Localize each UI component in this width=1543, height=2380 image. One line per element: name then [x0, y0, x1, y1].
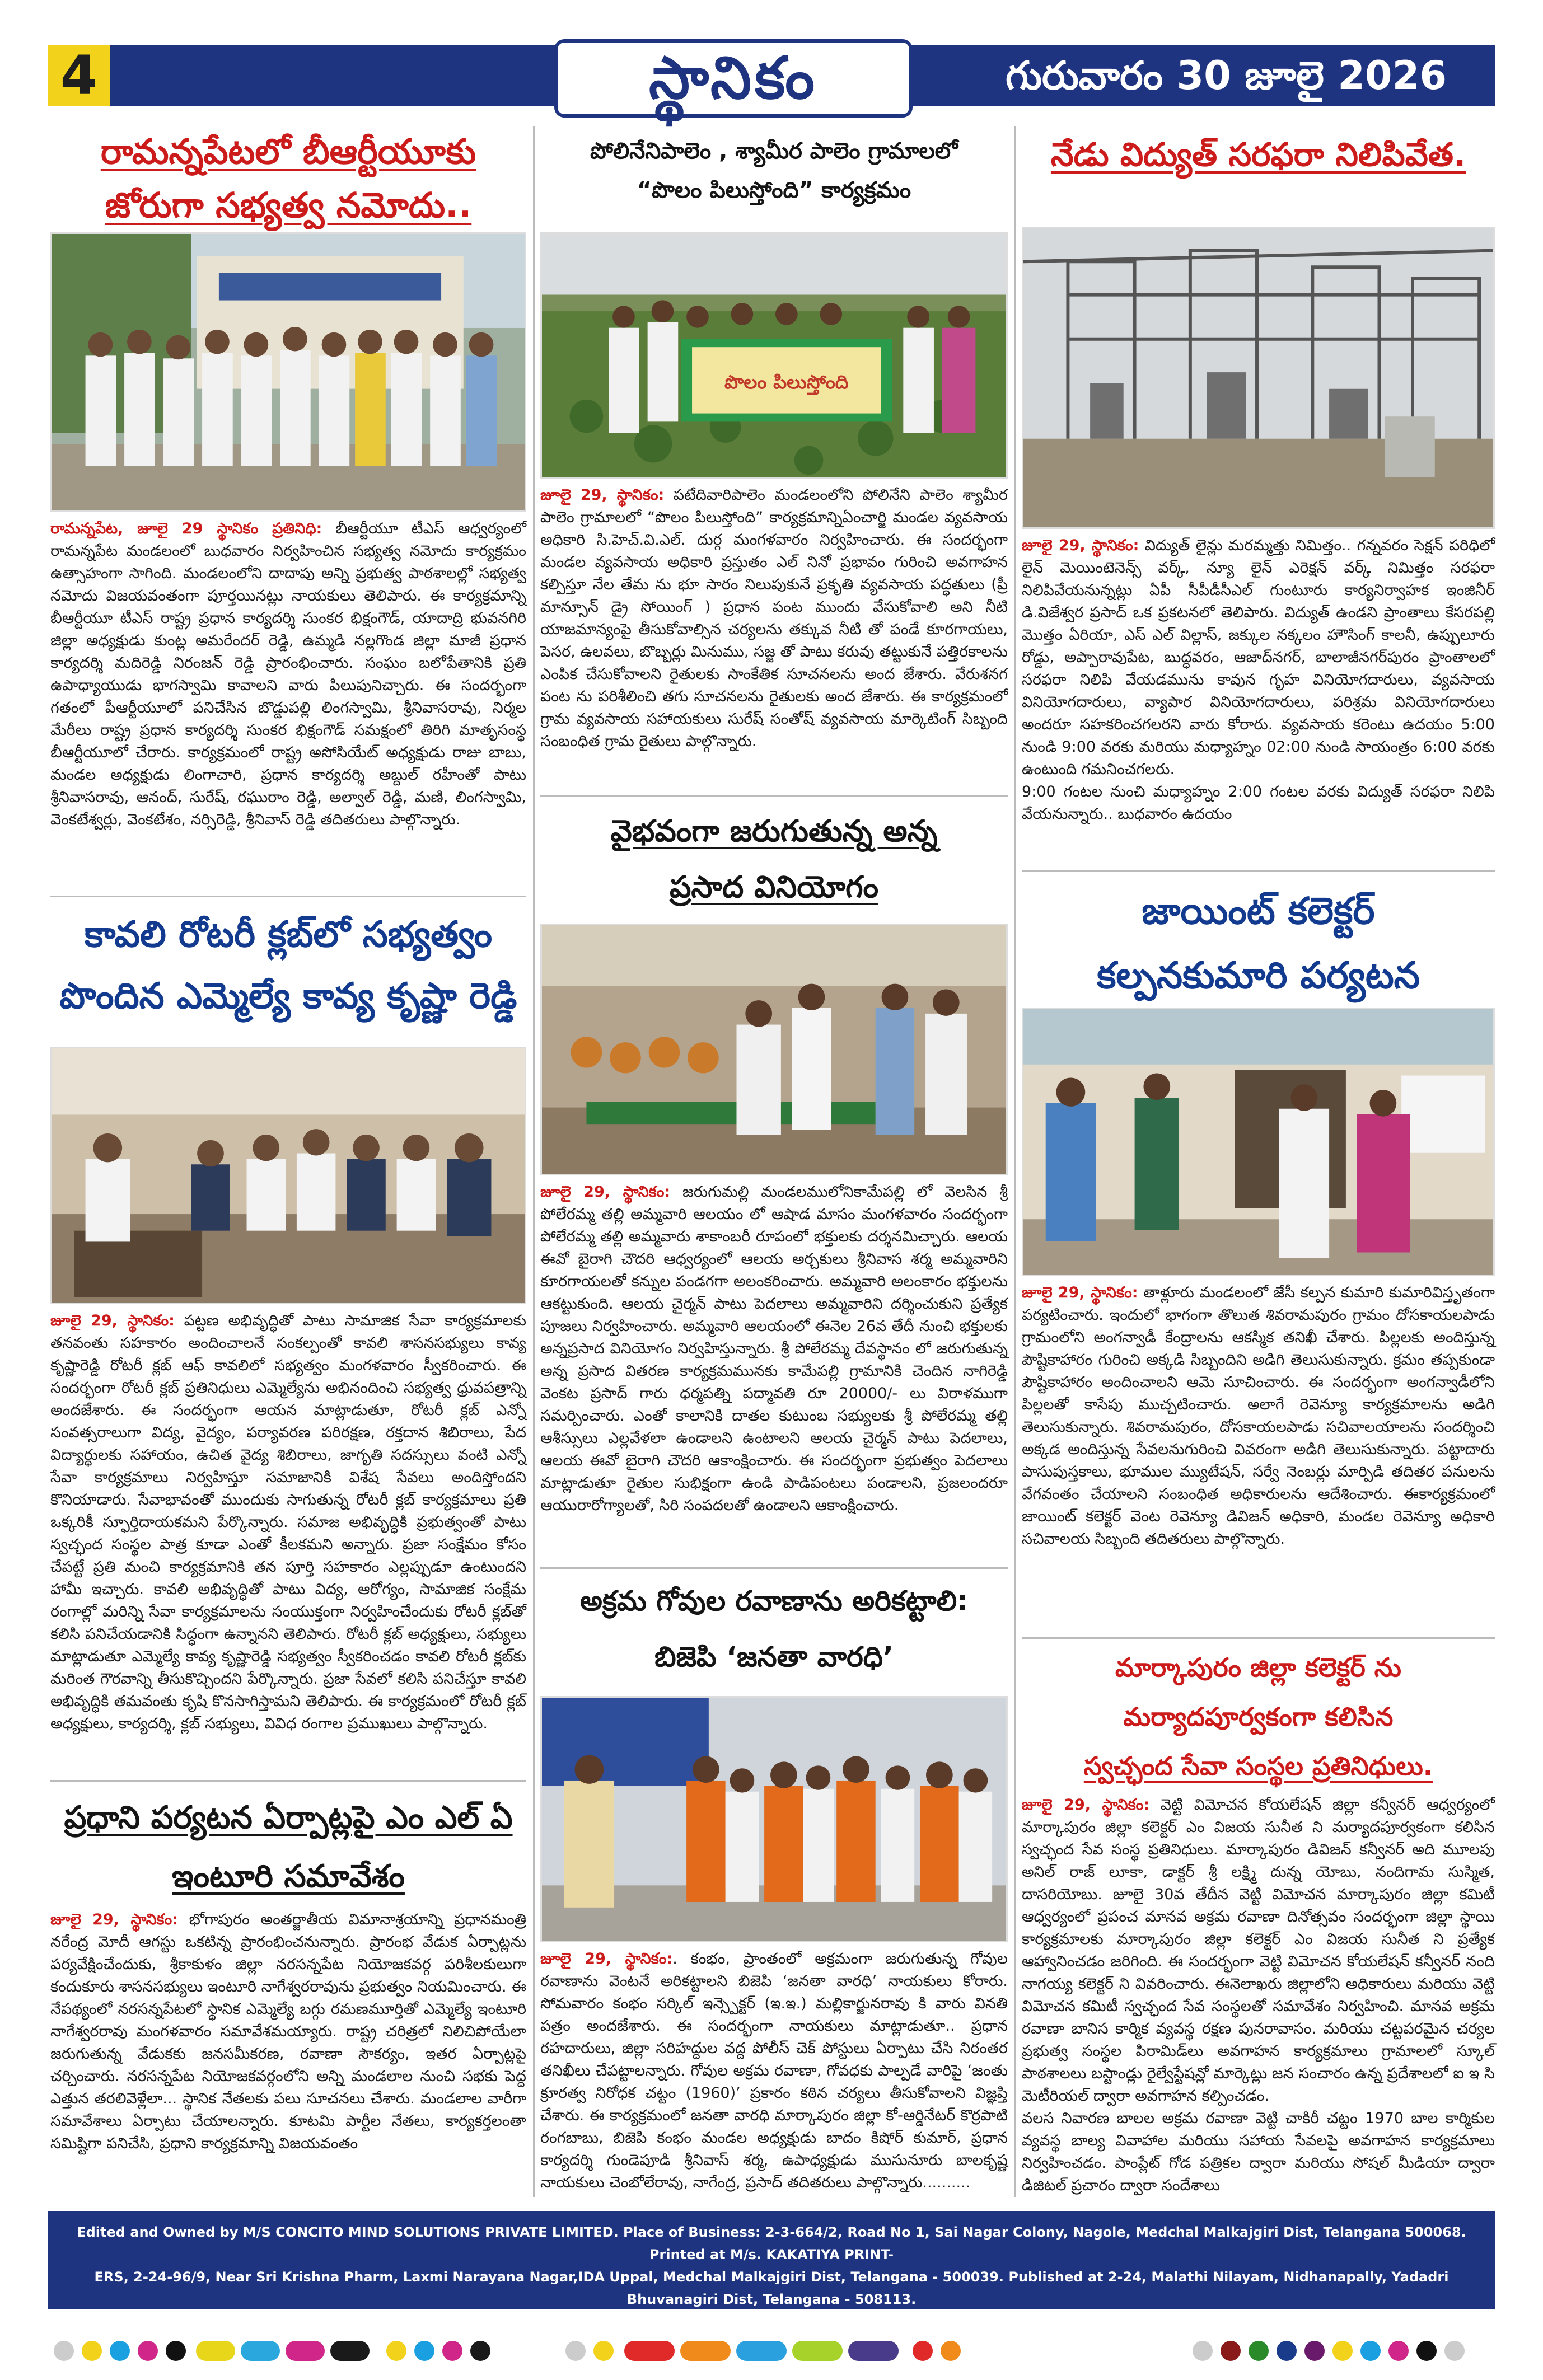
headline-col2-story1: [540, 132, 1008, 210]
dateline: జూలై 29, స్థానికం:: [1022, 1284, 1138, 1301]
article-text: విద్యుత్ లైన్లు మరమ్మత్తు నిమిత్తం.. గన్నవరం సెక్షన్ పరిధిలో లైన్ మెయింటెనెన్స్ వర్క్, న్యూ లైన్ ఎరెక్షన్ వర్క్ నిమిత్తం సరఫరా నిలిపివేయనున్నట్లు ఏపీ సీపీడీసీఎల్ గుంటూరు కార్యనిర్వాహక ఇంజినీర్ డి.విజేశ్వర ప్రసాద్ ఒక ప్రకటనలో తెలిపారు. విద్యుత్ ఉండని ప్రాంతాలు కేసరపల్లి మొత్తం ఏరియా, ఎస్ ఎల్ విల్లాస్, జక్కుల నక్కలం హౌసింగ్ కాలనీ, ఉప్పులూరు రోడ్డు, అప్పారావుపేట, బుద్ధవరం, ఆజాద్‌నగర్, బాలాజీనగర్‌పురం ప్రాంతాలలో సరఫరా నిలిపి వేయడమును కావున గృహ వినియోగదారులు, వ్యవసాయ వినియోగదారులు, వ్యాపార వినియోగదారులు, పరిశ్రమ వినియోగదారులు అందరూ సహకరించగలరని వారు కోరారు. వ్యవసాయ కరెంటు ఉదయం 5:00 నుండి 9:00 వరకు మరియు మధ్యాహ్నం 02:00 నుండి సాయంత్రం 6:00 వరకు ఉంటుంది గమనించగలరు.: [1022, 537, 1495, 778]
headline-col2-story2: [540, 803, 1008, 915]
article-text: పట్టణ అభివృద్ధితో పాటు సామాజిక సేవా కార్యక్రమాలకు తనవంతు సహకారం అందించాలనే సంకల్పంతో కావలి శాసనసభ్యులు కావ్య కృష్ణారెడ్డి రోటరీ క్లబ్ ఆఫ్ కావలిలో సభ్యత్వం మంగళవారం స్వీకరించారు. ఈ సందర్భంగా రోటరీ క్లబ్ ప్రతినిధులు ఎమ్మెల్యేను అభినందించి సభ్యత్వ ధ్రువపత్రాన్ని అందజేశారు. ఈ సందర్భంగా ఆయన మాట్లాడుతూ, రోటరీ క్లబ్ ఎన్నో సంవత్సరాలుగా విద్య, వైద్యం, పర్యావరణ పరిరక్షణ, రక్తదాన శిబిరాలు, పేద విద్యార్థులకు సహాయం, ఉచిత వైద్య శిబిరాలు, జాగృతి సదస్సులు వంటి ఎన్నో సేవా కార్యక్రమాలు నిర్వహిస్తూ సమాజానికి విశేష సేవలు అందిస్తోందని కొనియాడారు. సేవాభావంతో ముందుకు సాగుతున్న రోటరీ క్లబ్ కార్యక్రమాలు ప్రతి ఒక్కరికీ స్ఫూర్తిదాయకమని పేర్కొన్నారు. సమాజ అభివృద్ధికి ప్రభుత్వంతో పాటు స్వచ్ఛంద సంస్థల పాత్ర కూడా ఎంతో కీలకమని అన్నారు. ప్రజా సంక్షేమం కోసం చేపట్టే ప్రతి మంచి కార్యక్రమానికి తన పూర్తి సహకారం ఎల్లప్పుడూ ఉంటుందని హామీ ఇచ్చారు. కావలి అభివృద్ధితో పాటు విద్య, ఆరోగ్యం, సామాజిక సంక్షేమ రంగాల్లో మరిన్ని సేవా కార్యక్రమాలను సంయుక్తంగా నిర్వహించేందుకు రోటరీ క్లబ్‌తో కలిసి పనిచేయడానికి సిద్ధంగా ఉన్నానని తెలిపారు. రోటరీ క్లబ్ అధ్యక్షులు, సభ్యులు మాట్లాడుతూ ఎమ్మెల్యే కావ్య కృష్ణారెడ్డి సభ్యత్వం స్వీకరించడం కావలి రోటరీ క్లబ్‌కు మరింత గౌరవాన్ని తీసుకొచ్చిందని పేర్కొన్నారు. ప్రజా సేవలో కలిసి పనిచేస్తూ కావలి అభివృద్ధికి తమవంతు కృషి కొనసాగిస్తామని తెలిపారు. ఈ కార్యక్రమంలో రోటరీ క్లబ్ అధ్యక్షులు, కార్యదర్శి, క్లబ్ సభ్యులు, వివిధ రంగాల ప్రముఖులు పాల్గొన్నారు.: [50, 1312, 526, 1732]
article-text: . కంభం, ప్రాంతంలో అక్రమంగా జరుగుతున్న గోవుల రవాణాను వెంటనే అరికట్టాలని బిజెపి ‘జనతా వారధి’ నాయకులు కోరారు. సోమవారం కంభం సర్కిల్ ఇన్స్పెక్టర్ (ఇ.ఇ.) మల్లికార్జునరావు కి వారు వినతి పత్రం అందజేశారు. ఈ సందర్భంగా నాయకులు మాట్లాడుతూ.. ప్రధాన రహదారులు, జిల్లా సరిహద్దుల వద్ద పోలీస్ చెక్ పోస్టులు ఏర్పాటు చేసి నిరంతర తనిఖీలు చేపట్టాలన్నారు. గోవుల అక్రమ రవాణా, గోవధకు పాల్పడే వారిపై ‘జంతు క్రూరత్వ నిరోధక చట్టం (1960)’ ప్రకారం కఠిన చర్యలు తీసుకోవాలని విజ్ఞప్తి చేశారు. ఈ కార్యక్రమంలో జనతా వారధి మార్కాపురం జిల్లా కో-ఆర్డినేటర్ కొర్రపాటి రంగబాబు, బిజెపి కంభం మండల అధ్యక్షుడు బాదం కిషోర్ కుమార్, ప్రధాన కార్యదర్శి గుండెపూడి శ్రీనివాస్ శర్మ, ఉపాధ్యక్షుడు ముసునూరు బాలకృష్ణ నాయకులు చెంబోలేరావు, నాగేంద్ర, ప్రసాద్ తదితరులు పాల్గొన్నారు..........: [540, 1950, 1008, 2191]
imprint-line: Edited and Owned by M/S CONCITO MIND SOLUTIONS PRIVATE LIMITED. Place of Business: 2-3-664/2, Road No 1, Sai Nagar Colony, Nagole, Medchal Malkajgiri Dist, Telangana 500068. Printed at M/s. KAKATIYA PRINT-: [77, 2224, 1466, 2262]
article-body-col1-story3: [50, 1909, 526, 2155]
dateline: జూలై 29, స్థానికం:: [1022, 1796, 1150, 1814]
headline-col3-story3: [1022, 1643, 1495, 1791]
headline-line: పొందిన ఎమ్మెల్యే కావ్య కృష్ణా రెడ్డి: [59, 976, 517, 1017]
photo-brtu-membership: [50, 232, 526, 512]
article-text: వలస నివారణ బాలల అక్రమ రవాణా వెట్టి చాకిరీ చట్టం 1970 బాల కార్మికుల వ్యవస్థ బాల్య వివాహాల మరియు సహాయ సేవలపై అవగాహన కార్యక్రమాలు నిర్వహించడం. పాంప్లేట్ గోడ పత్రికల ద్వారా మరియు సోషల్ మీడియా ద్వారా డిజిటల్ ప్రచారం ద్వారా సందేశాలు: [1022, 2110, 1495, 2194]
dateline: జూలై 29, స్థానికం:: [1022, 537, 1139, 554]
article-body-col2-story3: [540, 1948, 1008, 2194]
article-body-col1-story2: [50, 1310, 526, 1735]
headline-line: కల్పనకుమారి పర్యటన: [1096, 954, 1420, 997]
photo-banner-text: పొలం పిలుస్తోంది: [724, 371, 849, 393]
article-text: భోగాపురం అంతర్జాతీయ విమానాశ్రయాన్ని ప్రధానమంత్రి నరేంద్ర మోదీ ఆగస్టు ఒకటిన్న ప్రారంభించనున్నారు. ప్రారంభ వేడుక ఏర్పాట్లను పర్యవేక్షించేందుకు, శ్రీకాకుళం జిల్లా నరసన్నపేట నియోజకవర్గ పరిశీలకులుగా కందుకూరు శాసనసభ్యులు ఇంటూరి నాగేశ్వరరావును ప్రభుత్వం నియమించారు. ఈ నేపథ్యంలో నరసన్నపేటలో స్థానిక ఎమ్మెల్యే బగ్గు రమణమూర్తితో ఎమ్మెల్యే ఇంటూరి నాగేశ్వరరావు మంగళవారం సమావేశమయ్యారు. రాష్ట్ర చరిత్రలో నిలిచిపోయేలా జరుగుతున్న వేడుకకు జనసమీకరణ, రవాణా సౌకర్యం, ఇతర ఏర్పాట్లపై చర్చించారు. నరసన్నపేట నియోజకవర్గంలోని అన్ని మండలాల నుంచి సభకు పెద్ద ఎత్తున తరలివెళ్లేలా... స్థానిక నేతలకు పలు సూచనలు చేశారు. మండలాల వారీగా సమావేశాలు ఏర్పాటు చేయాలన్నారు. కూటమి పార్టీల నేతలు, కార్యకర్తలంతా సమిష్టిగా పనిచేసి, ప్రధాని కార్యక్రమాన్ని విజయవంతం: [50, 1911, 527, 2152]
headline-line: స్వచ్ఛంద సేవా సంస్థల ప్రతినిధులు.: [1083, 1751, 1433, 1781]
headline-line: అక్రమ గోవుల రవాణాను అరికట్టాలి:: [579, 1585, 969, 1617]
headline-line: మార్కాపురం జిల్లా కలెక్టర్ ను: [1115, 1652, 1401, 1683]
section-divider: [1022, 1637, 1495, 1639]
headline-col1-story2: [50, 904, 526, 1027]
dateline: రామన్నపేట, జూలై 29 స్థానికం ప్రతినిధి:: [50, 520, 322, 537]
headline-col3-story2: [1022, 879, 1495, 1008]
article-text: వెట్టి విమోచన కోయలేషన్ జిల్లా కన్వీనర్ ఆధ్వర్యంలో మార్కాపురం జిల్లా కలెక్టర్ ఎం విజయ సునీత ని మర్యాదపూర్వకంగా కలిసిన స్వచ్ఛంద సేవ సంస్థ ప్రతినిధులు. మార్కాపురం డివిజన్ కన్వీనర్ అది మూలపు అనిల్ రాజ్ లూకా, డాక్టర్ శ్రీ లక్ష్మి దున్న యోబు, నందిగామ సుస్మిత, దాసరియోబు. జూలై 30వ తేదీన వెట్టి విమోచన మార్కాపురం జిల్లా కమిటీ ఆధ్వర్యంలో ప్రపంచ మానవ అక్రమ రవాణా దినోత్సవం సందర్భంగా జిల్లా స్థాయి కార్యక్రమాలకు మార్కాపురం జిల్లా కలెక్టర్ ఎం విజయ సునీత ని ప్రత్యేక ఆహ్వానించడం జరిగింది. ఈ సందర్భంగా వెట్టి విమోచన కోయలేషన్ కన్వీనర్ నంది నాగయ్య కలెక్టర్ ని వివరించారు. ఈనెలాఖరు జిల్లాలోని అధికారులు మరియు వెట్టి విమోచన కమిటీ స్వచ్ఛంద సేవ సంస్థలతో సమావేశం నిర్వహించి. మానవ అక్రమ రవాణా బానిస కార్మిక వ్యవస్థ రక్షణ పునరావాసం. మరియు చట్టపరమైన చర్యల ప్రభుత్వ సంస్థల పిరామిడ్‌లు అవగాహన కార్యక్రమాలు గ్రామాలలో స్కూల్ పాఠశాలలు బస్టాండ్లు రైల్వేస్టేషన్లో మార్కెట్లు జన సంచారం ఉన్న ప్రదేశాలలో ఐ ఇ సి మెటీరియల్ ద్వారా అవగాహన కల్పించడం.: [1022, 1796, 1495, 2105]
column-divider: [533, 126, 535, 2197]
article-body-col3-story2: [1022, 1282, 1495, 1550]
section-divider: [540, 795, 1008, 797]
headline-col3-story1: నేడు విద్యుత్ సరఫరా నిలిపివేత.: [1050, 135, 1466, 174]
headline-line: మర్యాదపూర్వకంగా కలిసిన: [1123, 1702, 1394, 1732]
photo-joint-collector: [1022, 1008, 1495, 1276]
headline-line: జోరుగా సభ్యత్వ నమోదు..: [105, 184, 472, 226]
dateline: జూలై 29, స్థానికం:: [50, 1911, 178, 1928]
photo-rotary-club: [50, 1047, 526, 1304]
dateline: జూలై 29, స్థానికం:: [50, 1312, 175, 1329]
headline-line: పోలినేనిపాలెం , శ్యామీర పాలెం గ్రామాలలో: [590, 138, 958, 164]
imprint-footer: [48, 2211, 1495, 2330]
headline-line: కావలి రోటరీ క్లబ్‌లో సభ్యత్వం: [84, 914, 493, 955]
photo-power-substation: [1022, 227, 1495, 529]
section-divider: [50, 896, 526, 897]
article-body-col3-story3: [1022, 1794, 1495, 2197]
newspaper-logo: స్థానికం: [554, 39, 913, 118]
headline-line: ప్రధాని పర్యటన ఏర్పాట్లపై ఎం ఎల్ ఏ: [64, 1800, 513, 1836]
photo-polam-pilustondi: [540, 232, 1008, 479]
article-text: బీఆర్టీయూ టీఎస్ ఆధ్వర్యంలో రామన్నపేట మండలంలో బుధవారం నిర్వహించిన సభ్యత్వ నమోదు కార్యక్రమం ఉత్సాహంగా సాగింది. మండలంలోని దాదాపు అన్ని ప్రభుత్వ పాఠశాలల్లో సభ్యత్వ నమోదు విజయవంతంగా పూర్తయినట్లు నాయకులు తెలిపారు. ఈ కార్యక్రమాన్ని బీఆర్టీయూ టీఎస్ రాష్ట్ర ప్రధాన కార్యదర్శి సుంకర భిక్షంగౌడ్, యాదాద్రి భువనగిరి జిల్లా అధ్యక్షుడు కుంట్ల అమరేందర్ రెడ్డి, ఉమ్మడి నల్లగొండ జిల్లా మాజీ ప్రధాన కార్యదర్శి మదిరెడ్డి నిరంజన్ రెడ్డి ప్రారంభించారు. సంఘం బలోపేతానికి ప్రతి ఉపాధ్యాయుడు భాగస్వామి కావాలని వారు పిలుపునిచ్చారు. ఈ సందర్భంగా గతంలో పీఆర్టీయూలో పనిచేసిన బొడ్డుపల్లి లింగస్వామి, శ్రీనివాసరావు, నిర్మల మేరీలు రాష్ట్ర ప్రధాన కార్యదర్శి సుంకర భిక్షంగౌడ్ సమక్షంలో తిరిగి మాతృసంస్థ బీఆర్టీయూలో చేరారు. కార్యక్రమంలో రాష్ట్ర అసోసియేట్ అధ్యక్షుడు రాజు బాబు, మండల అధ్యక్షుడు లింగాచారి, ప్రధాన కార్యదర్శి అబ్దుల్ రహీంతో పాటు శ్రీనివాసరావు, ఆనంద్, సురేష్, రఘురాం రెడ్డి, అల్వాల్ రెడ్డి, మణి, లింగస్వామి, వెంకటేశ్వర్లు, వెంకటేశం, నర్సిరెడ్డి, శ్రీనివాస్ రెడ్డి తదితరులు పాల్గొన్నారు.: [50, 520, 526, 828]
headline-col1-story1: [50, 130, 526, 227]
column-divider: [1014, 126, 1016, 2197]
article-body-col3-story1: [1022, 535, 1495, 826]
photo-janatha-varadhi: [540, 1696, 1008, 1942]
imprint-line: ERS, 2-24-96/9, Near Sri Krishna Pharm, Laxmi Narayana Nagar,IDA Uppal, Medchal Malkajgiri Dist, Telangana - 500039. Published at 2-24, Malathi Nilayam, Nidhanapally, Yadadri Bhuvanagiri Dist, Telangana - 508113.: [94, 2269, 1449, 2307]
headline-col2-story3: [540, 1573, 1008, 1685]
article-body-col2-story1: [540, 484, 1008, 753]
dateline: జూలై 29, స్థానికం:: [540, 1183, 671, 1201]
section-divider: [50, 1780, 526, 1782]
article-body-col2-story2: [540, 1181, 1008, 1517]
headline-col1-story3: [50, 1788, 526, 1906]
article-text: పటేదివారిపాలెం మండలంలోని పోలినేని పాలెం శ్యామీర పాలెం గ్రామాలలో “పొలం పిలుస్తోంది” కార్యక్రమాన్నిఏంచార్జి మండల వ్యవసాయ అధికారి సి.హెచ్.వి.ఎల్. దుర్గ మంగళవారం నిర్వహించారు. ఈ సందర్భంగా మండల వ్యవసాయ అధికారి ప్రస్తుతం ఎల్ నినో ప్రభావం గురించి అవగాహన కల్పిస్తూ నేల తేమ ను భూ సారం నిలుపుకునే ప్రకృతి వ్యవసాయ పద్ధతులు (ప్రీ మాన్సూన్ డ్రై సోయింగ్ ) ప్రధాన పంట ముందు వేసుకోవాలి అని నీటి యాజమాన్యంపై తీసుకోవాల్సిన చర్యలను తక్కువ నీటి తో పండే కూరగాయలు, పెసర, ఉలవలు, బొబ్బర్లు మినుము, సజ్జ తో పాటు కరువు తట్టుకునే పత్తిరకాలను ఎంపిక చేసుకోవాలని రైతులకు సాంకేతిక సూచనలను అంద జేశారు. వేరుశనగ పంట ను పరిశీలించి తగు సూచనలను రైతులకు అంద జేశారు. ఈ కార్యక్రమంలో గ్రామ వ్యవసాయ సహాయకులు సురేష్ సంతోష్ వ్యవసాయ మార్కెటింగ్ సిబ్బంది సంబంధిత గ్రామ రైతులు పాల్గొన్నారు.: [540, 486, 1008, 750]
photo-anna-prasadam: [540, 924, 1008, 1175]
headline-line: రామన్నపేటలో బీఆర్టీయూకు: [100, 131, 476, 172]
article-body-col1-story1: [50, 518, 526, 831]
section-divider: [540, 1567, 1008, 1569]
dateline: జూలై 29, స్థానికం:: [540, 1950, 673, 1967]
headline-line: బిజెపి ‘జనతా వారధి’: [654, 1641, 894, 1673]
issue-date: గురువారం 30 జూలై 2026: [1005, 53, 1447, 99]
section-divider: [1022, 870, 1495, 872]
page-number: 4: [48, 45, 110, 106]
headline-line: ప్రసాద వినియోగం: [670, 869, 878, 905]
article-text: జరుగుమల్లి మండలములోనికామేపల్లి లో వెలసిన శ్రీ పోలేరమ్మ తల్లి అమ్మవారి ఆలయం లో ఆషాడ మాసం మంగళవారం సందర్భంగా పోలేరమ్మ తల్లి అమ్మవారు శాకాంబరీ రూపంలో భక్తులకు దర్శనమిచ్చారు. ఆలయ ఈవో బైరాగి చౌదరి ఆధ్వర్యంలో ఆలయ అర్చకులు శ్రీనివాస శర్మ అమ్మవారిని కూరగాయలతో కన్నుల పండగగా అలంకరించారు. అమ్మవారి అలంకారం భక్తులను ఆకట్టుకుంది. ఆలయ చైర్మన్ పాటు పెదలాలు అమ్మవారిని దర్శించుకుని ప్రత్యేక పూజలు నిర్వహించారు. అమ్మవారి ఆలయంలో ఈనెల 26వ తేదీ నుంచి భక్తులకు అన్నప్రసాద వినియోగం నిర్వహిస్తున్నారు. శ్రీ పోలేరమ్మ దేవస్థానం లో జరుగుతున్న అన్న ప్రసాద వితరణ కార్యక్రమమునకు కామేపల్లి గ్రామానికి చెందిన నాగిరెడ్డి వెంకట ప్రసాద్ గారు ధర్మపత్ని పద్మావతి రూ 20000/- లు విరాళముగా సమర్పించారు. ఎంతో కాలానికి దాతల కుటుంబ సభ్యులకు శ్రీ పోలేరమ్మ తల్లి ఆశీస్సులు ఎల్లవేళలా ఉండాలని ఉంటాలని ఆలయ చైర్మన్ పాటు పెదలాలు, ఆలయ ఈవో బైరాగి చౌదరి ఆకాంక్షించారు. ఈ సందర్భంగా ప్రభుత్వం పెదలాలు మాట్లాడుతూ రైతుల సుభిక్షంగా ఉండి పాడిపంటలు పండాలని, ప్రజలందరూ ఆయురారోగ్యాలతో, సిరి సంపదలతో ఉండాలని ఆకాంక్షించారు.: [540, 1183, 1008, 1514]
headline-line: వైభవంగా జరుగుతున్న అన్న: [610, 813, 938, 849]
headline-line: ఇంటూరి సమావేశం: [172, 1858, 405, 1895]
headline-line: “పొలం పిలుస్తోంది” కార్యక్రమం: [637, 177, 911, 203]
dateline: జూలై 29, స్థానికం:: [540, 486, 665, 504]
article-text: తాళ్లూరు మండలంలో జేసీ కల్పన కుమారి కుమారివిస్తృతంగా పర్యటించారు. ఇందులో భాగంగా తొలుత శివరామపురం గ్రామం దోసకాయలపాడు గ్రామంలోని అంగన్వాడీ కేంద్రాలను ఆకస్మిక తనిఖీ చేశారు. పిల్లలకు అందిస్తున్న పౌష్టికాహారం గురించి అక్కడి సిబ్బందిని అడిగి తెలుసుకున్నారు. క్రమం తప్పకుండా పౌష్టికాహారం అందించాలని ఆమె సూచించారు. ఈ సందర్భంగా అంగన్వాడీలోని పిల్లలతో కాసేపు ముచ్చటించారు. అలాగే రెవెన్యూ కార్యక్రమాలను అడిగి తెలుసుకున్నారు. శివరామపురం, దోసకాయలపాడు సచివాలయాలను సందర్శించి అక్కడ అందిస్తున్న సేవలనుగురించి వివరంగా అడిగి తెలుసుకున్నారు. పట్టాదారు పాసుపుస్తకాలు, భూముల మ్యుటేషన్, సర్వే నెంబర్లు మార్పిడి తదితర పనులను వేగవంతం చేయాలని సంబంధిత అధికారులను ఆదేశించారు. ఈకార్యక్రమంలో జాయింట్ కలెక్టర్ వెంట రెవెన్యూ డివిజన్ అధికారి, మండల రెవెన్యూ అధికారి సచివాలయ సిబ్బంది తదితరులు పాల్గొన్నారు.: [1022, 1284, 1495, 1548]
article-text: 9:00 గంటల నుంచి మధ్యాహ్నం 2:00 గంటల వరకు విద్యుత్ సరఫరా నిలిపి వేయనున్నారు.. బుధవారం ఉదయం: [1022, 783, 1495, 823]
imprint-line: Editor, Printed and Published by Dr.KONDA MALLESHAM GOUD, Phone Number : 9000350446, Registration No: TGTEL/26/A4419: [289, 2314, 1254, 2330]
headline-line: జాయింట్ కలెక్టర్: [1142, 889, 1375, 933]
